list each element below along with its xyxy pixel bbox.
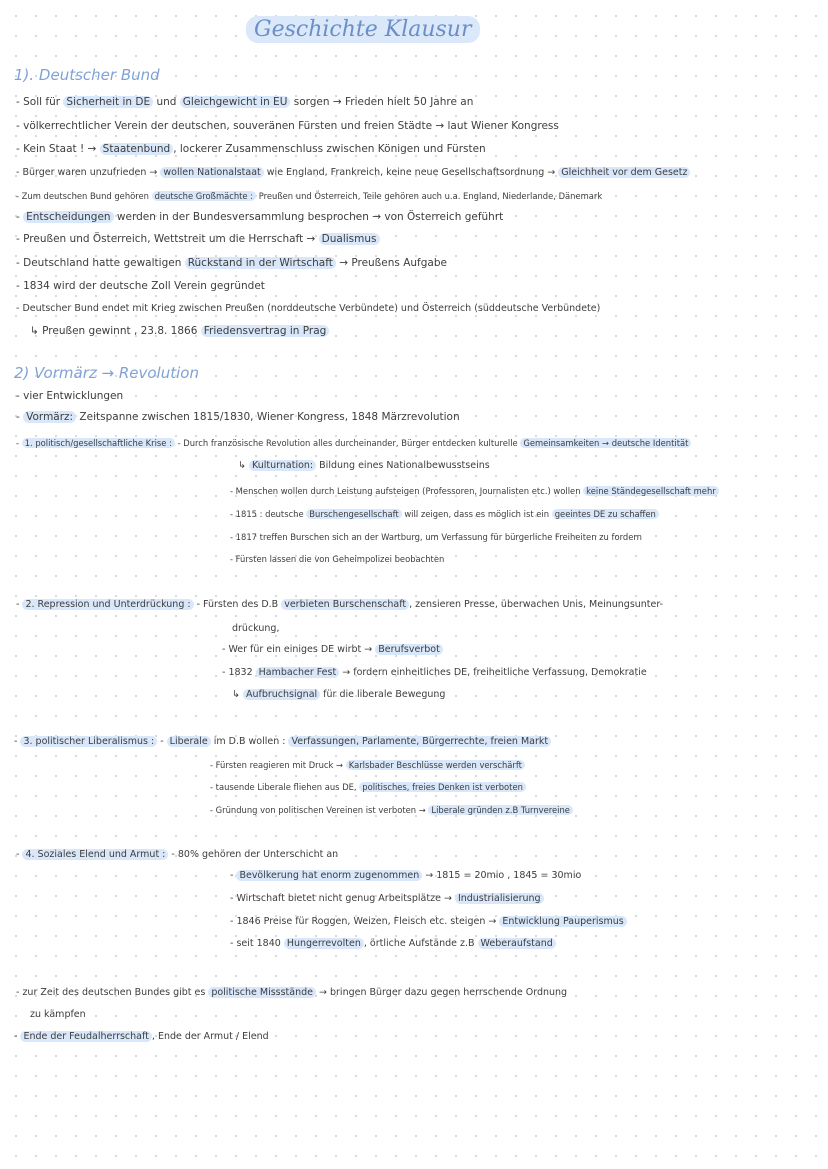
note-line: - 1815 : deutsche Burschengesellschaft will zeigen, dass es möglich ist ein geeintes DE zu schaffen	[230, 507, 659, 521]
section-2-title: 2) Vormärz → Revolution	[14, 364, 199, 382]
note-line: - Vormärz: Zeitspanne zwischen 1815/1830, Wiener Kongress, 1848 Märzrevolution	[16, 411, 460, 423]
note-line: ↳ Kulturnation: Bildung eines Nationalbewusstseins	[238, 460, 490, 471]
note-line: - völkerrechtlicher Verein der deutschen, souveränen Fürsten und freien Städte → laut Wiener Kongress	[16, 120, 559, 132]
note-line: - Bevölkerung hat enorm zugenommen → 1815 = 20mio , 1845 = 30mio	[230, 870, 582, 881]
note-line: - 1846 Preise für Roggen, Weizen, Fleisch etc. steigen → Entwicklung Pauperismus	[230, 915, 627, 929]
note-line: - Ende der Feudalherrschaft , Ende der Armut / Elend	[14, 1031, 269, 1042]
note-line: - Wer für ein einiges DE wirbt → Berufsverbot	[222, 643, 443, 657]
note-line: - 1832 Hambacher Fest → fordern einheitliches DE, freiheitliche Verfassung, Demokratie	[222, 667, 647, 678]
note-line: ↳ Aufbruchsignal für die liberale Bewegung	[232, 689, 446, 700]
note-line: zu kämpfen	[30, 1009, 86, 1020]
note-line: - zur Zeit des deutschen Bundes gibt es politische Missstände → bringen Bürger dazu gegen herrschende Ordnung	[16, 987, 568, 998]
note-line: drückung,	[232, 623, 280, 634]
note-line: - Deutschland hatte gewaltigen Rückstand in der Wirtschaft → Preußens Aufgabe	[16, 257, 447, 269]
note-line: - Fürsten reagieren mit Druck → Karlsbader Beschlüsse werden verschärft	[210, 758, 525, 772]
note-line: - vier Entwicklungen	[16, 390, 124, 402]
note-line: - 1834 wird der deutsche Zoll Verein gegründet	[16, 280, 265, 292]
note-line: - 4. Soziales Elend und Armut : - 80% gehören der Unterschicht an	[16, 849, 339, 860]
section-1-title: 1). Deutscher Bund	[14, 66, 160, 84]
page-title: Geschichte Klausur	[246, 16, 480, 43]
note-line: - tausende Liberale fliehen aus DE, politisches, freies Denken ist verboten	[210, 780, 526, 794]
note-line: - 1817 treffen Burschen sich an der Wartburg, um Verfassung für bürgerliche Freiheiten zu fordern	[230, 532, 642, 542]
note-line: - Soll für Sicherheit in DE und Gleichgewicht in EU sorgen → Frieden hielt 50 Jahre an	[16, 96, 474, 108]
note-line: - Gründung von politischen Vereinen ist verboten → Liberale gründen z.B Turnvereine	[210, 803, 573, 817]
note-line: - seit 1840 Hungerrevolten , örtliche Aufstände z.B Weberaufstand	[230, 937, 556, 951]
note-line: - Menschen wollen durch Leistung aufsteigen (Professoren, Journalisten etc.) wollen keine Ständegesellschaft mehr	[230, 484, 719, 498]
note-line: - Bürger waren unzufrieden → wollen Nationalstaat wie England, Frankreich, keine neue Gesellschaftsordnung → Gleichheit vor dem Gesetz	[16, 166, 690, 180]
note-line: - Entscheidungen werden in der Bundesversammlung besprochen → von Österreich geführt	[16, 211, 504, 223]
note-line: - Kein Staat ! → Staatenbund , lockerer Zusammenschluss zwischen Königen und Fürsten	[16, 143, 486, 155]
note-line: - 2. Repression und Unterdrückung : - Fürsten des D.B verbieten Burschenschaft , zensieren Presse, überwachen Unis, Meinungsunter-	[16, 599, 664, 610]
note-line: - Preußen und Österreich, Wettstreit um die Herrschaft → Dualismus	[16, 232, 380, 246]
note-line: - Wirtschaft bietet nicht genug Arbeitsplätze → Industrialisierung	[230, 892, 544, 906]
note-line: - 1. politisch/gesellschaftliche Krise : - Durch französische Revolution alles durcheinander, Bürger entdecken kulturelle Gemeinsamkeiten → deutsche Identität	[16, 436, 691, 450]
note-line: - 3. politischer Liberalismus : - Liberale im D.B wollen : Verfassungen, Parlamente, Bürgerrechte, freien Markt	[14, 735, 551, 749]
note-line: - Fürsten lassen die von Geheimpolizei beobachten	[230, 554, 445, 564]
note-line: - Deutscher Bund endet mit Krieg zwischen Preußen (norddeutsche Verbündete) und Österreich (süddeutsche Verbündete)	[16, 303, 601, 314]
note-line: ↳ Preußen gewinnt , 23.8. 1866 Friedensvertrag in Prag	[30, 324, 329, 338]
note-line: - Zum deutschen Bund gehören deutsche Großmächte : Preußen und Österreich, Teile gehören auch u.a. England, Niederlande, Dänemark	[16, 191, 603, 201]
